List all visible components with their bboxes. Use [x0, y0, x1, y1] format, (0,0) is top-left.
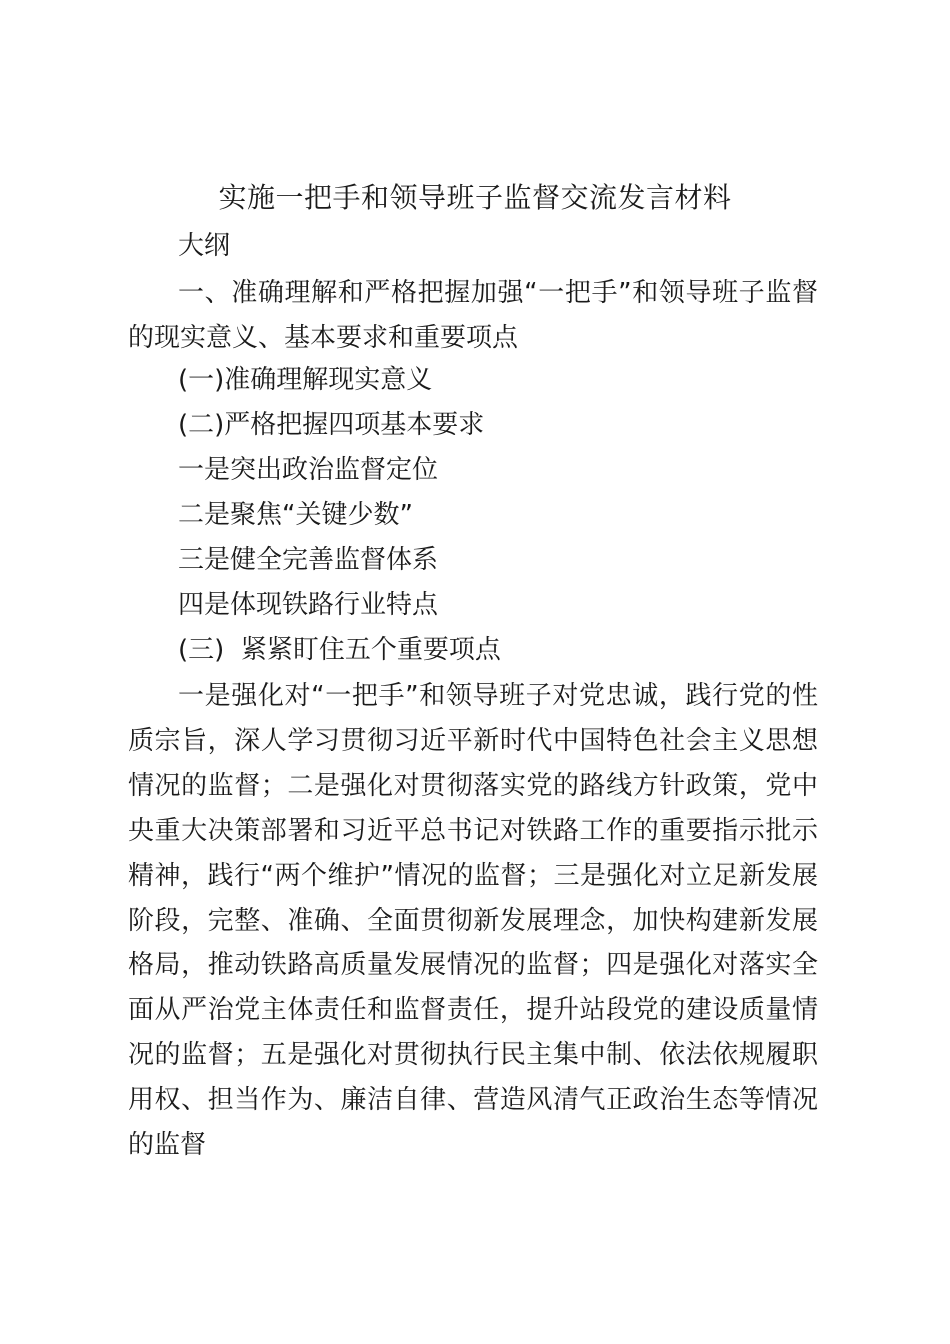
document-title: 实施一把手和领导班子监督交流发言材料 — [218, 181, 732, 214]
requirement-item: 一是突出政治监督定位 — [178, 455, 439, 485]
subsection-heading-3: (三) 紧紧盯住五个重要项点 — [178, 635, 501, 665]
body-paragraph: 一是强化对“一把手”和领导班子对党忠诚，践行党的性质宗旨，深人学习贯彻习近平新时代中国特色社会主义思想情况的监督；二是强化对贯彻落实党的路线方针政策，党中央重大决策部署和习近平总书记对铁路工作的重要指示批示精神，践行“两个维护”情况的监督；三是强化对立足新发展阶段，完整、准确、全面贯彻新发展理念，加快构建新发展格局，推动铁路高质量发展情况的监督；四是强化对落实全面从严治党主体责任和监督责任，提升站段党的建设质量情况的监督；五是强化对贯彻执行民主集中制、依法依规履职用权、担当作为、廉洁自律、营造风清气正政治生态等情况的监督 — [128, 681, 818, 1161]
subsection-heading-2: (二)严格把握四项基本要求 — [178, 410, 485, 440]
requirement-item: 四是体现铁路行业特点 — [178, 590, 439, 620]
subsection-heading-1: (一)准确理解现实意义 — [178, 365, 433, 395]
outline-label: 大纲 — [178, 231, 231, 261]
requirement-item: 二是聚焦“关键少数” — [178, 500, 413, 530]
requirement-item: 三是健全完善监督体系 — [178, 545, 439, 575]
section-heading-1: 一、准确理解和严格把握加强“一把手”和领导班子监督的现实意义、基本要求和重要项点 — [128, 278, 818, 353]
